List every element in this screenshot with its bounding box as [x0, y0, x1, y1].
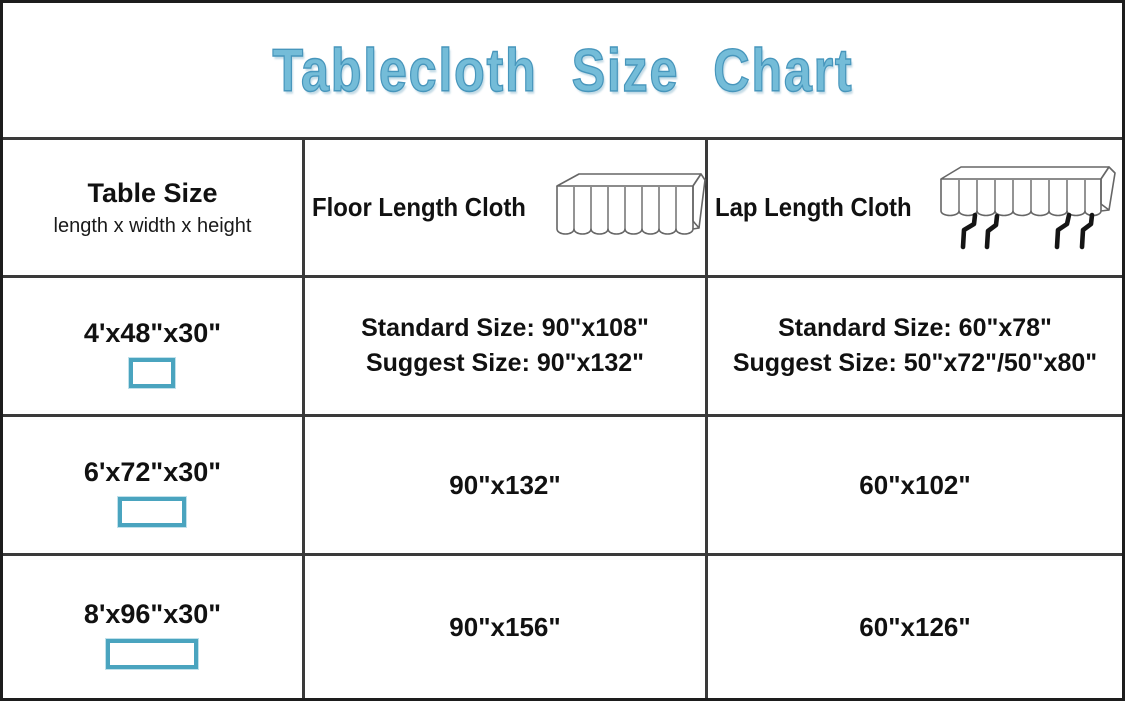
floor-size-value: 90"x156" — [449, 611, 561, 642]
page-title: Tablecloth Size Chart — [272, 36, 853, 104]
lap-suggest-size: Suggest Size: 50"x72"/50"x80" — [732, 349, 1098, 377]
title-row — [3, 3, 1122, 140]
cell-lap-length — [708, 556, 1122, 698]
header-table-size-subtitle: length x width x height — [53, 214, 252, 237]
header-lap-length-label: Lap Length Cloth — [715, 192, 912, 222]
table-header-row — [3, 140, 1122, 278]
lap-size-value: 60"x126" — [859, 611, 971, 642]
table-size-value: 4'x48"x30" — [83, 318, 222, 348]
cell-table-size — [3, 417, 305, 553]
header-lap-length — [708, 140, 1125, 275]
cell-floor-length — [305, 417, 708, 553]
cell-table-size — [3, 278, 305, 414]
cell-floor-length — [305, 278, 708, 414]
table-row — [3, 556, 1122, 698]
cell-floor-length — [305, 556, 708, 698]
table-row — [3, 417, 1122, 556]
cell-table-size — [3, 556, 305, 698]
table-shape-icon — [129, 358, 175, 388]
header-floor-length — [305, 140, 708, 275]
lap-length-cloth-icon — [939, 164, 1125, 252]
table-shape-icon — [106, 639, 198, 669]
floor-length-cloth-icon — [555, 171, 707, 245]
lap-size-value: 60"x102" — [859, 469, 971, 500]
header-table-size — [3, 140, 305, 275]
cell-lap-length — [708, 417, 1122, 553]
table-row — [3, 278, 1122, 417]
lap-standard-size: Standard Size: 60"x78" — [778, 314, 1052, 342]
floor-suggest-size: Suggest Size: 90"x132" — [365, 349, 644, 377]
floor-standard-size: Standard Size: 90"x108" — [361, 314, 649, 342]
header-floor-length-label: Floor Length Cloth — [312, 192, 526, 222]
table-size-value: 6'x72"x30" — [83, 457, 222, 487]
table-shape-icon — [118, 497, 186, 527]
cell-lap-length — [708, 278, 1122, 414]
header-table-size-title: Table Size — [87, 177, 218, 208]
table-size-value: 8'x96"x30" — [83, 599, 222, 629]
floor-size-value: 90"x132" — [449, 469, 561, 500]
